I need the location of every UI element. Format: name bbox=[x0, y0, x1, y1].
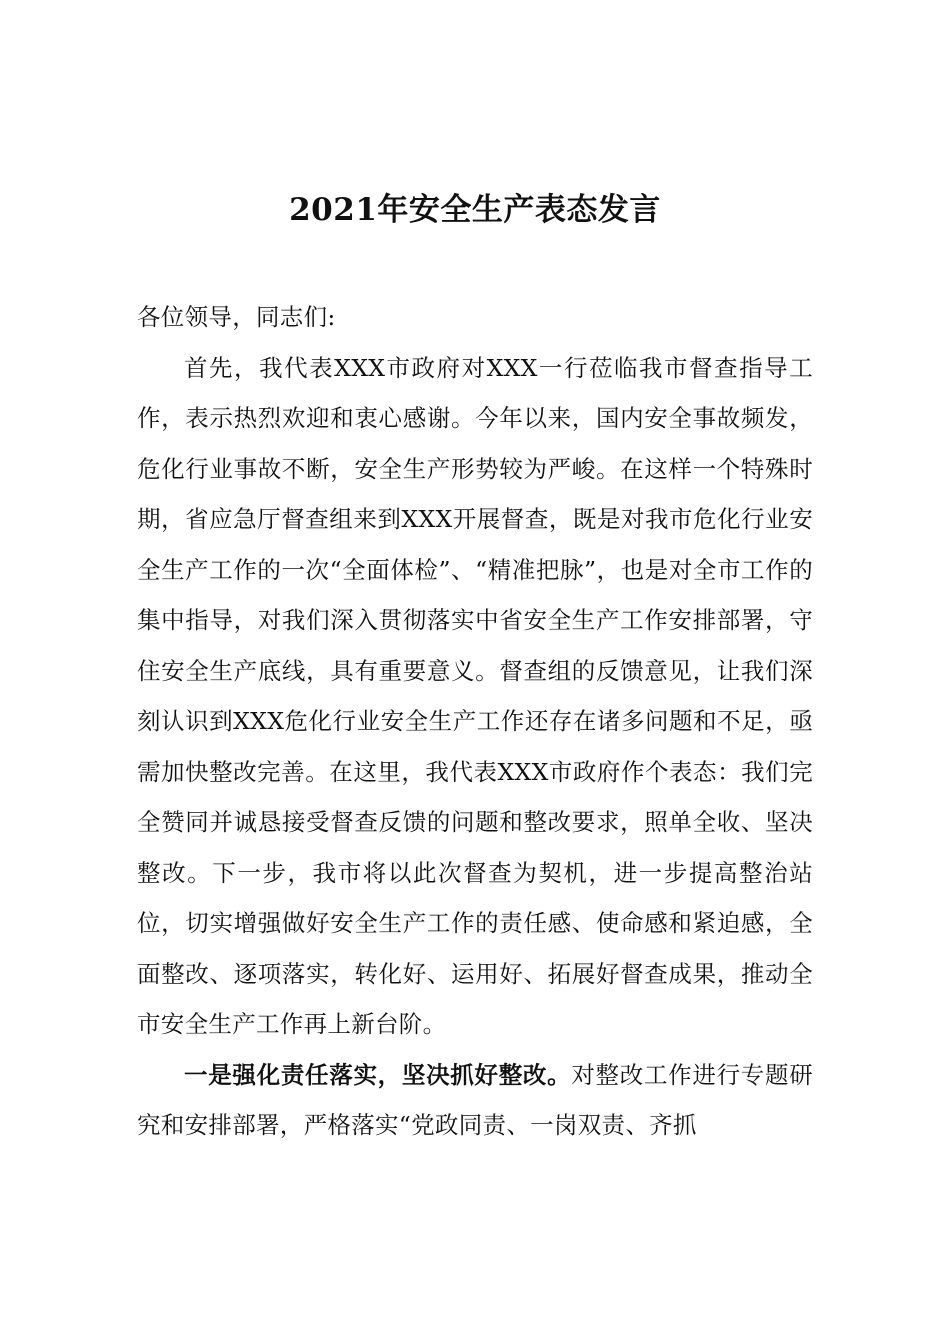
document-body bbox=[137, 292, 813, 1151]
salutation: 各位领导，同志们: bbox=[137, 303, 336, 331]
paragraph-text: 首先，我代表XXX市政府对XXX一行莅临我市督查指导工作，表示热烈欢迎和衷心感谢。今年以来，国内安全事故频发，危化行业事故不断，安全生产形势较为严峻。在这样一个特殊时期，省应急厅督查组来到XXX开展督查，既是对我市危化行业安全生产工作的一次“全面体检”、“精准把脉”，也是对全市工作的集中指导，对我们深入贯彻落实中省安全生产工作安排部署，守住安全生产底线，具有重要意义。督查组的反馈意见，让我们深刻认识到XXX危化行业安全生产工作还存在诸多问题和不足，亟需加快整改完善。在这里，我代表XXX市政府作个表态：我们完全赞同并诚恳接受督查反馈的问题和整改要求，照单全收、坚决整改。下一步，我市将以此次督查为契机，进一步提高整治站位，切实增强做好安全生产工作的责任感、使命感和紧迫感，全面整改、逐项落实，转化好、运用好、拓展好督查成果，推动全市安全生产工作再上新台阶。 bbox=[137, 353, 813, 1038]
paragraph-opening bbox=[137, 343, 813, 1050]
paragraph-lead-heading: 一是强化责任落实，坚决抓好整改。 bbox=[184, 1060, 572, 1089]
paragraph-point-one bbox=[137, 1050, 813, 1151]
paragraph-text: 对整改工作进行专题研究和安排部署，严格落实“党政同责、一岗双责、齐抓 bbox=[137, 1060, 813, 1139]
document-title: 2021年安全生产表态发言 bbox=[289, 192, 661, 228]
